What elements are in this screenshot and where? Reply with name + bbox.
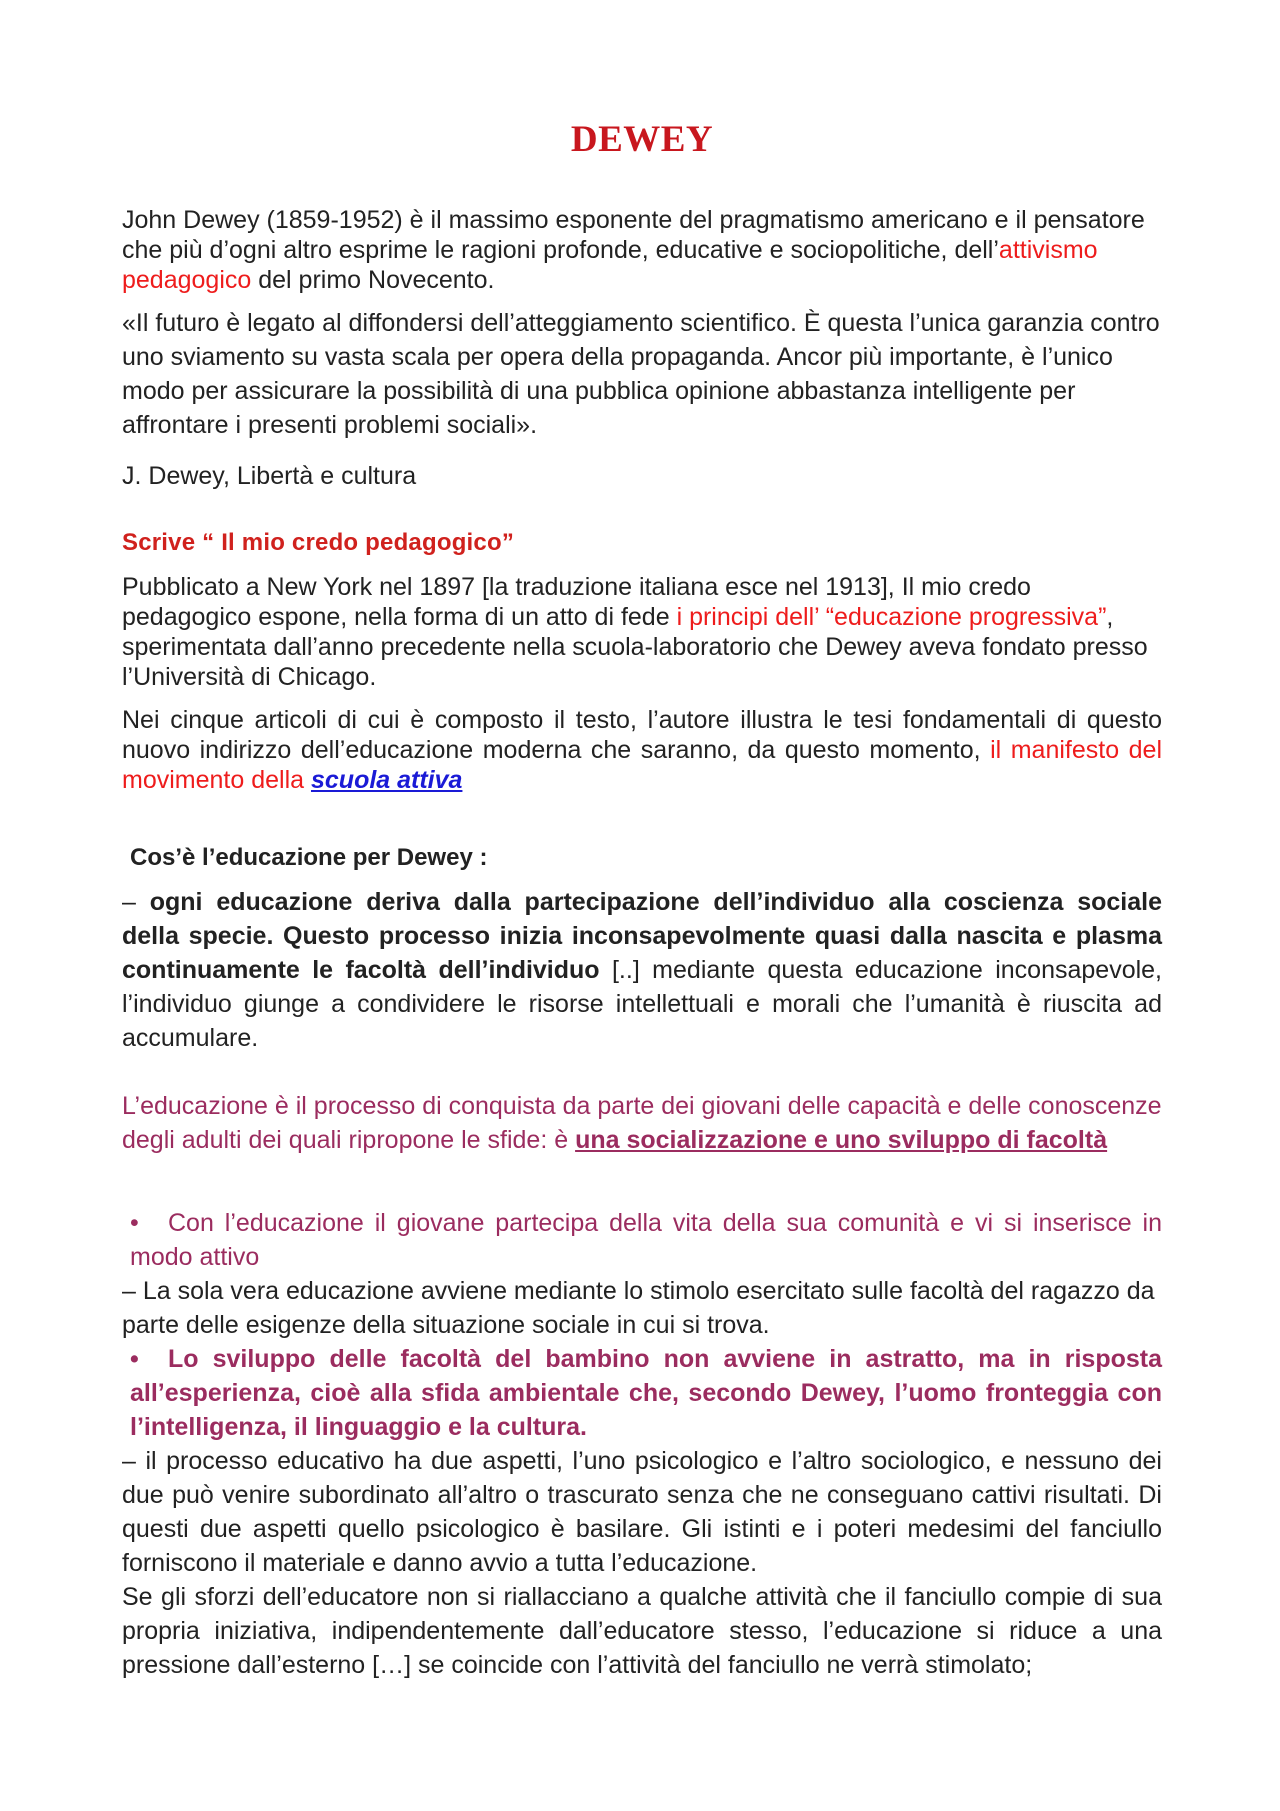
education-paragraph-4: – il processo educativo ha due aspetti, l’uno psicologico e l’altro sociologico, e nessuno dei due può venire subordinato all’altro o trascurato senza che ne conseguano cattivi risultati. Di questi due aspetti quello psicologico è basilare. Gli istinti e i poteri medesimi del fanciullo forniscono il materiale e danno avvio a tutta l’educazione. [122, 1447, 1162, 1577]
credo-paragraph-2 [122, 705, 1162, 795]
bullet-item-2 [130, 1342, 1162, 1444]
education-paragraph-1 [122, 885, 1162, 1055]
education-p1-dash: – [122, 888, 150, 916]
bullet-item-1 [130, 1206, 1162, 1274]
quote-paragraph: «Il futuro è legato al diffondersi dell’atteggiamento scientifico. È questa l’unica garanzia contro uno sviamento su vasta scala per opera della propaganda. Ancor più importante, è l’unico modo per assicurare la possibilità di una pubblica opinione abbastanza intelligente per affrontare i presenti problemi sociali». [122, 309, 1160, 439]
credo-p2-text: Nei cinque articoli di cui è composto il testo, l’autore illustra le tesi fondamentali di questo nuovo indirizzo dell’educazione moderna che saranno, da questo momento, [122, 706, 1162, 764]
education-p2-text: L’educazione è il processo di conquista da parte dei giovani delle capacità e delle conoscenze degli adulti dei quali ripropone le sfide: è [122, 1092, 1162, 1154]
bullet-dot-icon: • [130, 1209, 139, 1237]
document-title: DEWEY [570, 119, 714, 160]
bullet-item-1-text: Con l’educazione il giovane partecipa della vita della sua comunità e vi si inserisce in modo attivo [130, 1209, 1162, 1271]
bullet-dot-icon: • [130, 1345, 139, 1373]
quote-citation: J. Dewey, Libertà e cultura [122, 462, 417, 490]
credo-p1-highlight: i principi dell’ “educazione progressiva” [676, 603, 1107, 631]
credo-paragraph-1 [122, 572, 1162, 692]
credo-heading: Scrive “ Il mio credo pedagogico” [122, 529, 515, 556]
intro-paragraph [122, 205, 1162, 295]
education-p1-text: [..] mediante questa educazione inconsapevole, l’individuo giunge a condividere le risorse intellettuali e morali che l’umanità è riuscita ad accumulare. [122, 956, 1162, 1052]
credo-p2-highlight: il manifesto del movimento della [122, 736, 1162, 794]
intro-highlight: attivismo pedagogico [122, 236, 1098, 294]
scuola-attiva-link[interactable]: scuola attiva [310, 766, 463, 794]
credo-p1-text: Pubblicato a New York nel 1897 [la traduzione italiana esce nel 1913], Il mio credo pedagogico espone, nella forma di un atto di fede [122, 573, 1031, 631]
intro-text: John Dewey (1859-1952) è il massimo esponente del pragmatismo americano e il pensatore che più d’ogni altro esprime le ragioni profonde, educative e sociopolitiche, dell’ [122, 206, 1145, 264]
credo-p1-text-end: , sperimentata dall’anno precedente nella scuola-laboratorio che Dewey aveva fondato presso l’Università di Chicago. [122, 603, 1148, 691]
bullet-item-2-text: Lo sviluppo delle facoltà del bambino non avviene in astratto, ma in risposta all’esperienza, cioè alla sfida ambientale che, secondo Dewey, l’uomo fronteggia con l’intelligenza, il linguaggio e la cultura. [130, 1345, 1162, 1441]
education-paragraph-3: – La sola vera educazione avviene mediante lo stimolo esercitato sulle facoltà del ragazzo da parte delle esigenze della situazione sociale in cui si trova. [122, 1277, 1155, 1339]
education-heading: Cos’è l’educazione per Dewey : [130, 844, 488, 871]
intro-text-end: del primo Novecento. [251, 266, 495, 294]
education-paragraph-5: Se gli sforzi dell’educatore non si riallacciano a qualche attività che il fanciullo compie di sua propria iniziativa, indipendentemente dall’educatore stesso, l’educazione si riduce a una pressione dall’esterno […] se coincide con l’attività del fanciullo ne verrà stimolato; [122, 1583, 1162, 1679]
education-p1-bold: ogni educazione deriva dalla partecipazione dell’individuo alla coscienza sociale della specie. Questo processo inizia inconsapevolmente quasi dalla nascita e plasma continuamente le facoltà dell’individuo [122, 888, 1162, 984]
education-p2-emphasis: una socializzazione e uno sviluppo di facoltà [575, 1126, 1108, 1154]
education-paragraph-2 [122, 1089, 1162, 1157]
